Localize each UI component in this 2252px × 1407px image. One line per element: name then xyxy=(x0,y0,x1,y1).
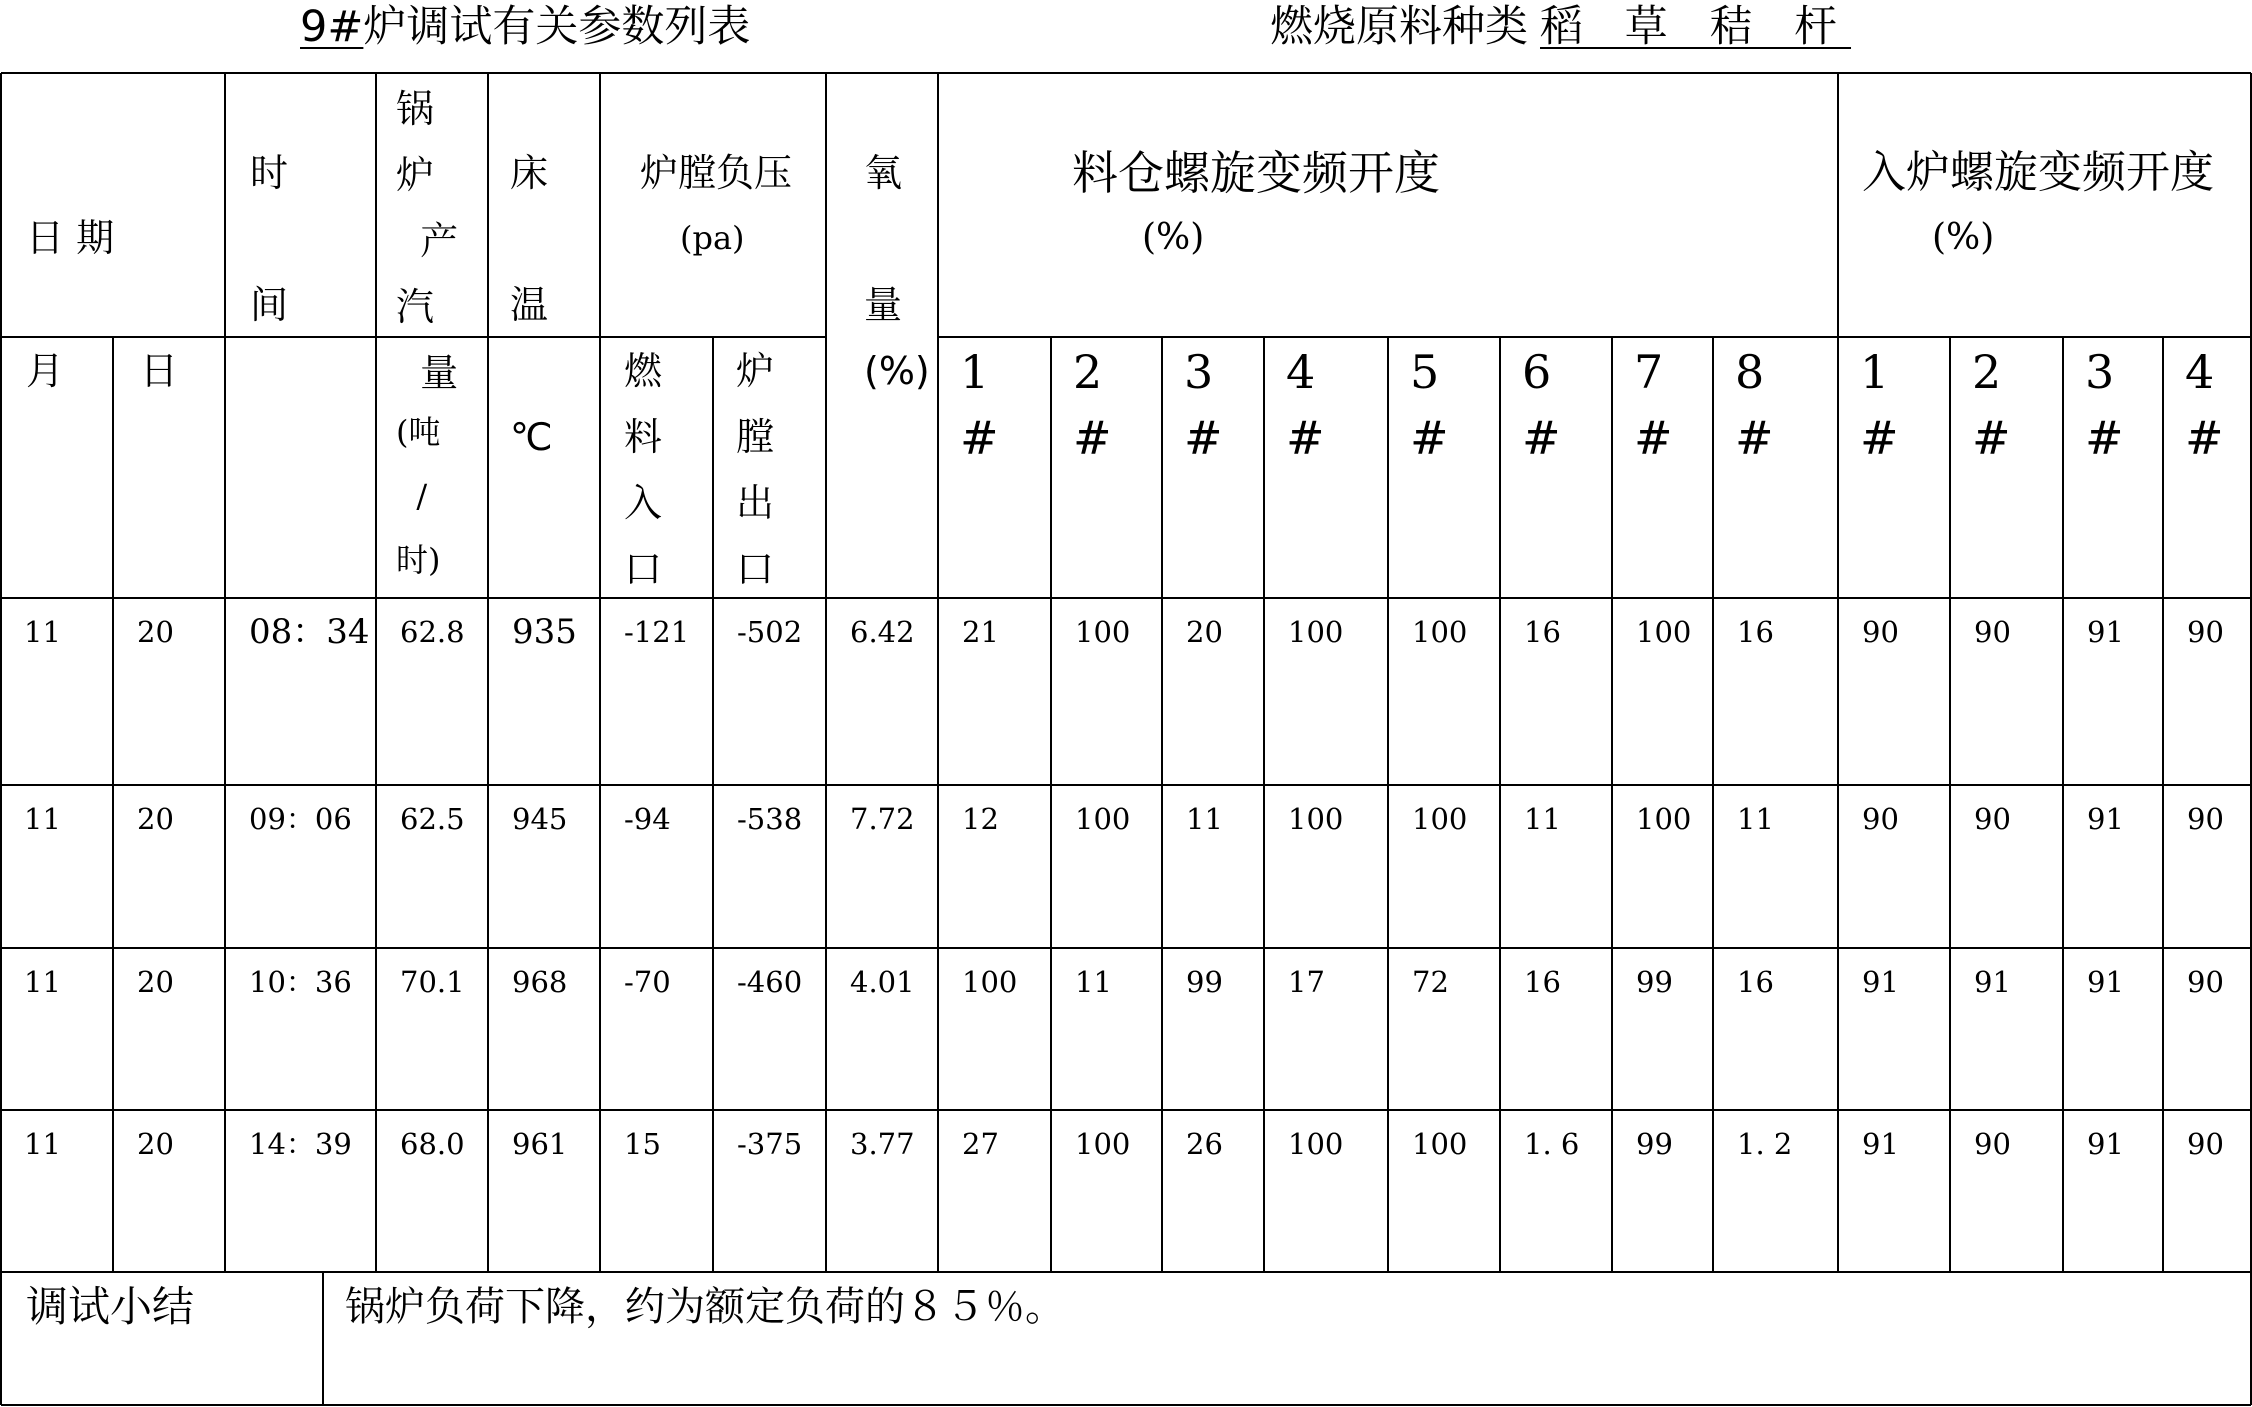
cell-month: 11 xyxy=(24,1127,61,1161)
summary-text: 锅炉负荷下降，约为额定负荷的８５％。 xyxy=(345,1284,1065,1330)
cell-feed-4: 90 xyxy=(2187,1127,2224,1161)
header-pressure-unit: (pa) xyxy=(680,219,745,257)
header-day: 日 xyxy=(140,349,179,393)
cell-silo-2: 100 xyxy=(1075,802,1131,836)
header-bed-temp: 床 温 ℃ xyxy=(510,151,553,459)
cell-steam: 70.1 xyxy=(400,965,465,999)
header-silo-unit: (%) xyxy=(1142,217,1205,258)
header-feed-1: 1 # xyxy=(1860,345,1899,465)
header-silo-8: 8 # xyxy=(1735,345,1774,465)
cell-fuel-inlet: -121 xyxy=(624,615,690,649)
cell-silo-7: 100 xyxy=(1636,802,1692,836)
cell-silo-6: 16 xyxy=(1524,615,1561,649)
cell-silo-3: 11 xyxy=(1186,802,1223,836)
cell-silo-6: 16 xyxy=(1524,965,1561,999)
cell-bed-temp: 961 xyxy=(512,1127,568,1161)
cell-day: 20 xyxy=(137,965,174,999)
header-feed-title: 入炉螺旋变频开度 xyxy=(1862,147,2214,198)
cell-month: 11 xyxy=(24,615,61,649)
cell-silo-7: 100 xyxy=(1636,615,1692,649)
cell-feed-2: 90 xyxy=(1974,802,2011,836)
cell-feed-4: 90 xyxy=(2187,802,2224,836)
cell-feed-2: 90 xyxy=(1974,615,2011,649)
cell-silo-4: 100 xyxy=(1288,615,1344,649)
cell-day: 20 xyxy=(137,802,174,836)
cell-silo-6: 11 xyxy=(1524,802,1561,836)
cell-silo-8: 16 xyxy=(1737,965,1774,999)
cell-silo-4: 100 xyxy=(1288,802,1344,836)
cell-feed-4: 90 xyxy=(2187,965,2224,999)
cell-oxygen: 4.01 xyxy=(850,965,915,999)
cell-silo-8: 11 xyxy=(1737,802,1774,836)
header-silo-3: 3 # xyxy=(1184,345,1223,465)
fuel-type-label: 燃烧原料种类 xyxy=(1270,2,1528,52)
header-month: 月 xyxy=(26,349,65,393)
header-furnace-outlet: 炉 膛 出 口 xyxy=(736,349,775,591)
cell-feed-2: 90 xyxy=(1974,1127,2011,1161)
header-date: 日 期 xyxy=(26,216,115,260)
cell-bed-temp: 968 xyxy=(512,965,568,999)
header-oxygen: 氧 量 (%) xyxy=(864,151,930,393)
cell-month: 11 xyxy=(24,965,61,999)
cell-silo-2: 100 xyxy=(1075,615,1131,649)
cell-silo-5: 100 xyxy=(1412,1127,1468,1161)
cell-steam: 68.0 xyxy=(400,1127,465,1161)
header-fuel-inlet: 燃 料 入 口 xyxy=(624,349,663,591)
cell-oxygen: 6.42 xyxy=(850,615,915,649)
cell-feed-3: 91 xyxy=(2087,802,2124,836)
cell-silo-5: 72 xyxy=(1412,965,1449,999)
cell-silo-8: 1. 2 xyxy=(1737,1127,1793,1161)
cell-feed-3: 91 xyxy=(2087,965,2124,999)
header-silo-5: 5 # xyxy=(1410,345,1449,465)
cell-silo-8: 16 xyxy=(1737,615,1774,649)
header-silo-2: 2 # xyxy=(1073,345,1112,465)
cell-feed-1: 91 xyxy=(1862,1127,1899,1161)
fuel-type-value: 稻 草 秸 杆 xyxy=(1540,2,1852,52)
cell-silo-2: 100 xyxy=(1075,1127,1131,1161)
cell-silo-7: 99 xyxy=(1636,1127,1673,1161)
cell-feed-4: 90 xyxy=(2187,615,2224,649)
header-feed-2: 2 # xyxy=(1972,345,2011,465)
header-time: 时 间 xyxy=(250,151,289,327)
cell-month: 11 xyxy=(24,802,61,836)
cell-feed-1: 90 xyxy=(1862,615,1899,649)
cell-time: 10：36 xyxy=(249,965,352,999)
cell-silo-1: 27 xyxy=(962,1127,999,1161)
cell-feed-2: 91 xyxy=(1974,965,2011,999)
cell-silo-1: 12 xyxy=(962,802,999,836)
cell-fuel-inlet: -70 xyxy=(624,965,671,999)
cell-steam: 62.8 xyxy=(400,615,465,649)
cell-furnace-outlet: -460 xyxy=(737,965,803,999)
cell-silo-3: 20 xyxy=(1186,615,1223,649)
header-feed-3: 3 # xyxy=(2085,345,2124,465)
cell-fuel-inlet: 15 xyxy=(624,1127,661,1161)
header-steam: 锅 炉 产 汽 量 xyxy=(396,87,459,395)
cell-bed-temp: 945 xyxy=(512,802,568,836)
header-steam-unit: (吨 / 时) xyxy=(396,413,441,579)
cell-silo-1: 21 xyxy=(962,615,999,649)
cell-silo-2: 11 xyxy=(1075,965,1112,999)
header-silo-1: 1 # xyxy=(960,345,999,465)
header-silo-6: 6 # xyxy=(1522,345,1561,465)
cell-feed-1: 90 xyxy=(1862,802,1899,836)
summary-label: 调试小结 xyxy=(26,1282,195,1331)
cell-silo-5: 100 xyxy=(1412,802,1468,836)
cell-furnace-outlet: -538 xyxy=(737,802,803,836)
cell-steam: 62.5 xyxy=(400,802,465,836)
header-silo-7: 7 # xyxy=(1634,345,1673,465)
title-text: 炉调试有关参数列表 xyxy=(363,2,751,52)
cell-silo-6: 1. 6 xyxy=(1524,1127,1580,1161)
cell-silo-5: 100 xyxy=(1412,615,1468,649)
cell-time: 09：06 xyxy=(249,802,352,836)
cell-bed-temp: 935 xyxy=(512,612,577,652)
header-silo-title: 料仓螺旋变频开度 xyxy=(1072,146,1440,200)
header-silo-4: 4 # xyxy=(1286,345,1325,465)
header-pressure-title: 炉膛负压 xyxy=(640,151,793,195)
cell-fuel-inlet: -94 xyxy=(624,802,671,836)
cell-oxygen: 3.77 xyxy=(850,1127,915,1161)
cell-furnace-outlet: -375 xyxy=(737,1127,803,1161)
cell-feed-3: 91 xyxy=(2087,1127,2124,1161)
cell-time: 08：34 xyxy=(249,612,370,652)
cell-oxygen: 7.72 xyxy=(850,802,915,836)
cell-day: 20 xyxy=(137,1127,174,1161)
cell-silo-4: 17 xyxy=(1288,965,1325,999)
header-feed-unit: (%) xyxy=(1932,217,1995,258)
cell-silo-7: 99 xyxy=(1636,965,1673,999)
cell-feed-1: 91 xyxy=(1862,965,1899,999)
cell-silo-3: 99 xyxy=(1186,965,1223,999)
cell-silo-3: 26 xyxy=(1186,1127,1223,1161)
cell-furnace-outlet: -502 xyxy=(737,615,803,649)
cell-silo-4: 100 xyxy=(1288,1127,1344,1161)
header-feed-4: 4 # xyxy=(2185,345,2224,465)
boiler-number: 9# xyxy=(300,2,364,52)
cell-day: 20 xyxy=(137,615,174,649)
cell-silo-1: 100 xyxy=(962,965,1018,999)
cell-feed-3: 91 xyxy=(2087,615,2124,649)
cell-time: 14：39 xyxy=(249,1127,352,1161)
